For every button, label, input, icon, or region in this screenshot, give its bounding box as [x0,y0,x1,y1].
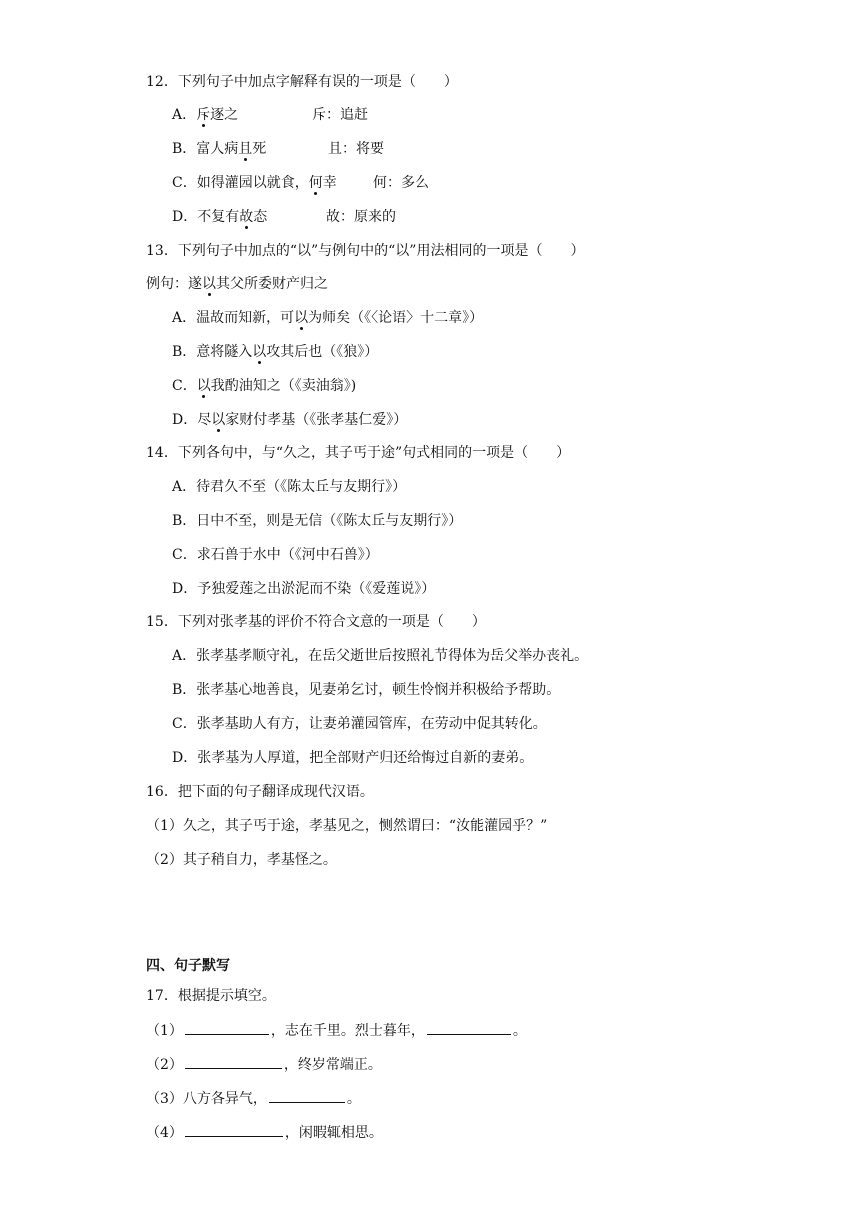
q15-option-a: A．张孝基孝顺守礼，在岳父逝世后按照礼节得体为岳父举办丧礼。 [172,648,589,664]
q13-example: 例句：遂以其父所委财产归之 [146,276,328,292]
fill-blank[interactable] [185,1054,282,1069]
q12-option-a: A．斥逐之 [172,107,239,123]
q14-option-d: D．予独爱莲之出淤泥而不染（《爱莲说》） [172,581,436,597]
emphasis-dot-char: 以 [202,276,216,292]
q15-option-c: C．张孝基助人有方，让妻弟灌园管库，在劳动中促其转化。 [172,716,547,732]
q14-option-a: A．待君久不至（《陈太丘与友期行》） [172,479,407,495]
q14-stem: 14．下列各句中，与“久之，其子丐于途”句式相同的一项是（ ） [146,445,571,461]
emphasis-dot-char: 斥 [196,107,211,123]
q13-stem: 13．下列句子中加点的“以”与例句中的“以”用法相同的一项是（ ） [146,243,585,259]
emphasis-dot-char: 以 [211,412,226,428]
q14-option-c: C．求石兽于水中（《河中石兽》） [172,547,379,563]
fill-blank[interactable] [269,1088,345,1103]
q12-option-c-gloss: 何：多么 [373,175,429,191]
q12-option-d: D．不复有故态 [172,209,268,225]
emphasis-dot-char: 故 [239,209,254,225]
q17-item-2: （2） ，终岁常端正。 [146,1054,382,1075]
q15-option-b: B．张孝基心地善良，见妻弟乞讨，顿生怜悯并积极给予帮助。 [172,682,561,698]
q17-item-3: （3）八方各异气， 。 [146,1088,361,1109]
q17-item-1: （1） ，志在千里。烈士暮年， 。 [146,1020,527,1041]
q13-option-d: D．尽以家财付孝基（《张孝基仁爱》） [172,412,408,428]
q15-stem: 15．下列对张孝基的评价不符合文意的一项是（ ） [146,614,486,630]
q12-stem: 12．下列句子中加点字解释有误的一项是（ ） [146,74,458,90]
q17-item-4: （4） ，闲暇辄相思。 [146,1122,383,1143]
fill-blank[interactable] [185,1020,269,1035]
q15-option-d: D．张孝基为人厚道，把全部财产归还给悔过自新的妻弟。 [172,750,534,766]
emphasis-dot-char: 以 [294,310,309,326]
emphasis-dot-char: 何 [308,175,323,191]
q16-item-1: （1）久之，其子丐于途，孝基见之，恻然谓曰：“汝能灌园乎？” [146,818,548,834]
q12-option-a-gloss: 斥：追赶 [312,107,368,123]
fill-blank[interactable] [427,1020,511,1035]
q13-option-b: B．意将隧入以攻其后也（《狼》） [172,344,379,360]
emphasis-dot-char: 以 [196,378,211,394]
emphasis-dot-char: 以 [252,344,267,360]
q12-option-c: C．如得灌园以就食，何幸 [172,175,337,191]
q13-option-a: A．温故而知新，可以为师矣（《〈论语〉十二章》） [172,310,484,326]
q13-option-c: C．以我酌油知之（《卖油翁》) [172,378,357,394]
q16-item-2: （2）其子稍自力，孝基怪之。 [146,852,337,868]
q12-option-b: B．富人病且死 [172,141,267,157]
section-heading: 四、句子默写 [146,958,230,974]
emphasis-dot-char: 且 [238,141,253,157]
q14-option-b: B．日中不至，则是无信（《陈太丘与友期行》） [172,513,463,529]
q12-option-d-gloss: 故：原来的 [326,209,396,225]
q16-stem: 16．把下面的句子翻译成现代汉语。 [146,784,374,800]
fill-blank[interactable] [185,1122,283,1137]
q17-stem: 17．根据提示填空。 [146,988,276,1004]
q12-option-b-gloss: 且：将要 [328,141,384,157]
